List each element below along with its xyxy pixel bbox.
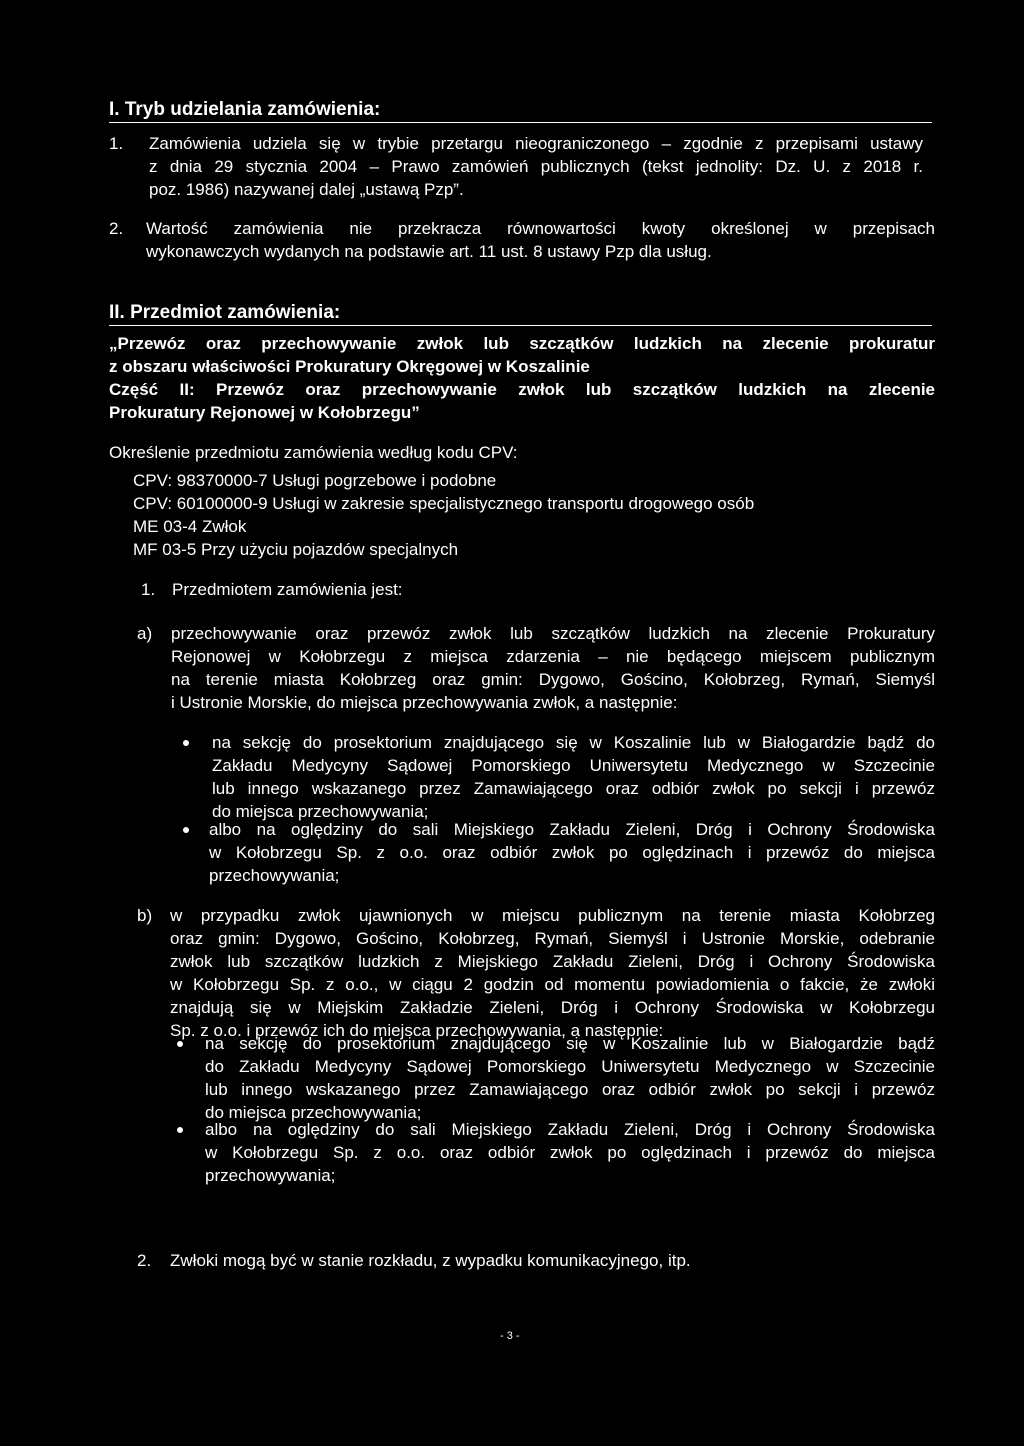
text-line: Wartość zamówienia nie przekracza równowartości kwoty określonej w przepisach — [146, 219, 935, 238]
section-1-item-2 — [146, 217, 935, 263]
bullet-icon — [183, 827, 189, 833]
item-a-label: a) — [137, 624, 153, 643]
point-2-text: Zwłoki mogą być w stanie rozkładu, z wypadku komunikacyjnego, itp. — [170, 1251, 691, 1270]
subject-title-line: „Przewóz oraz przechowywanie zwłok lub szczątków ludzkich na zlecenie prokuratur — [109, 334, 935, 353]
subject-title — [109, 332, 935, 424]
text-line: w Kołobrzegu Sp. z o.o. oraz odbiór zwłok po oględzinach i przewóz do miejsca — [205, 1143, 935, 1162]
text-line: lub innego wskazanego przez Zamawiającego oraz odbiór zwłok po sekcji i przewóz — [205, 1080, 935, 1099]
section-1-item-2-number: 2. — [109, 219, 124, 238]
text-line: albo na oględziny do sali Miejskiego Zakładu Zieleni, Dróg i Ochrony Środowiska — [209, 820, 935, 839]
text-line: do Zakładu Medycyny Sądowej Pomorskiego Uniwersytetu Medycznego w Szczecinie — [205, 1057, 935, 1076]
item-a-bullet-1 — [212, 731, 935, 823]
text-line: zwłok lub szczątków ludzkich z Miejskiego Zakładu Zieleni, Dróg i Ochrony Środowiska — [170, 952, 935, 971]
point-1-text: Przedmiotem zamówienia jest: — [172, 580, 403, 599]
text-line: Zakładu Medycyny Sądowej Pomorskiego Uniwersytetu Medycznego w Szczecinie — [212, 756, 935, 775]
section-1-item-1 — [149, 132, 923, 201]
text-line: Zamówienia udziela się w trybie przetargu nieograniczonego – zgodnie z przepisami ustawy — [149, 134, 923, 153]
text-line: albo na oględziny do sali Miejskiego Zakładu Zieleni, Dróg i Ochrony Środowiska — [205, 1120, 935, 1139]
text-line: na terenie miasta Kołobrzeg oraz gmin: Dygowo, Gościno, Kołobrzeg, Rymań, Siemyśl — [171, 670, 935, 689]
text-line: na sekcję do prosektorium znajdującego się w Koszalinie lub w Białogardzie bądź do — [212, 733, 935, 752]
text-line: w Kołobrzegu Sp. z o.o., w ciągu 2 godzin od momentu powiadomienia o fakcie, że zwłoki — [170, 975, 935, 994]
text-line: przechowywanie oraz przewóz zwłok lub szczątków ludzkich na zlecenie Prokuratury — [171, 624, 935, 643]
section-1-rule — [109, 122, 932, 123]
text-line: w przypadku zwłok ujawnionych w miejscu publicznym na terenie miasta Kołobrzeg — [170, 906, 935, 925]
cpv-code: CPV: 98370000-7 Usługi pogrzebowe i podobne — [133, 471, 497, 490]
text-line: i Ustronie Morskie, do miejsca przechowywania zwłok, a następnie: — [171, 693, 678, 712]
cpv-list — [133, 469, 754, 561]
page-number: - 3 - — [500, 1330, 520, 1342]
point-1-number: 1. — [141, 580, 156, 599]
text-line: w Kołobrzegu Sp. z o.o. oraz odbiór zwłok po oględzinach i przewóz do miejsca — [209, 843, 935, 862]
text-line: przechowywania; — [205, 1166, 336, 1185]
bullet-icon — [177, 1041, 183, 1047]
section-2-heading: II. Przedmiot zamówienia: — [109, 302, 341, 323]
section-2-rule — [109, 325, 932, 326]
cpv-intro: Określenie przedmiotu zamówienia według kodu CPV: — [109, 443, 518, 462]
subject-title-line: Prokuratury Rejonowej w Kołobrzegu” — [109, 403, 420, 422]
bullet-icon — [183, 740, 189, 746]
section-1-heading: I. Tryb udzielania zamówienia: — [109, 99, 381, 120]
text-line: Rejonowej w Kołobrzegu z miejsca zdarzenia – nie będącego miejscem publicznym — [171, 647, 935, 666]
subject-title-line: z obszaru właściwości Prokuratury Okręgowej w Koszalinie — [109, 357, 590, 376]
text-line: wykonawczych wydanych na podstawie art. 11 ust. 8 ustawy Pzp dla usług. — [146, 242, 712, 261]
subject-title-line: Część II: Przewóz oraz przechowywanie zwłok lub szczątków ludzkich na zlecenie — [109, 380, 935, 399]
text-line: poz. 1986) nazywanej dalej „ustawą Pzp”. — [149, 180, 464, 199]
text-line: oraz gmin: Dygowo, Gościno, Kołobrzeg, Rymań, Siemyśl i Ustronie Morskie, odebranie — [170, 929, 935, 948]
bullet-icon — [177, 1127, 183, 1133]
cpv-code: ME 03-4 Zwłok — [133, 517, 247, 536]
item-b-text — [170, 904, 935, 1042]
item-b-bullet-1 — [205, 1032, 935, 1124]
item-b-bullet-2 — [205, 1118, 935, 1187]
cpv-code: CPV: 60100000-9 Usługi w zakresie specjalistycznego transportu drogowego osób — [133, 494, 755, 513]
text-line: lub innego wskazanego przez Zamawiającego oraz odbiór zwłok po sekcji i przewóz — [212, 779, 935, 798]
text-line: z dnia 29 stycznia 2004 – Prawo zamówień publicznych (tekst jednolity: Dz. U. z 2018 r. — [149, 157, 923, 176]
text-line: przechowywania; — [209, 866, 340, 885]
text-line: znajdują się w Miejskim Zakładzie Zieleni, Dróg i Ochrony Środowiska w Kołobrzegu — [170, 998, 935, 1017]
section-1-item-1-number: 1. — [109, 134, 124, 153]
text-line: do miejsca przechowywania; — [212, 802, 429, 821]
point-2-number: 2. — [137, 1251, 152, 1270]
item-b-label: b) — [137, 906, 153, 925]
item-a-text — [171, 622, 935, 714]
text-line: na sekcję do prosektorium znajdującego się w Koszalinie lub w Białogardzie bądź — [205, 1034, 935, 1053]
cpv-code: MF 03-5 Przy użyciu pojazdów specjalnych — [133, 540, 459, 559]
text-line: Sp. z o.o. i przewóz ich do miejsca przechowywania, a następnie: — [170, 1021, 664, 1040]
text-line: do miejsca przechowywania; — [205, 1103, 422, 1122]
item-a-bullet-2 — [209, 818, 935, 887]
